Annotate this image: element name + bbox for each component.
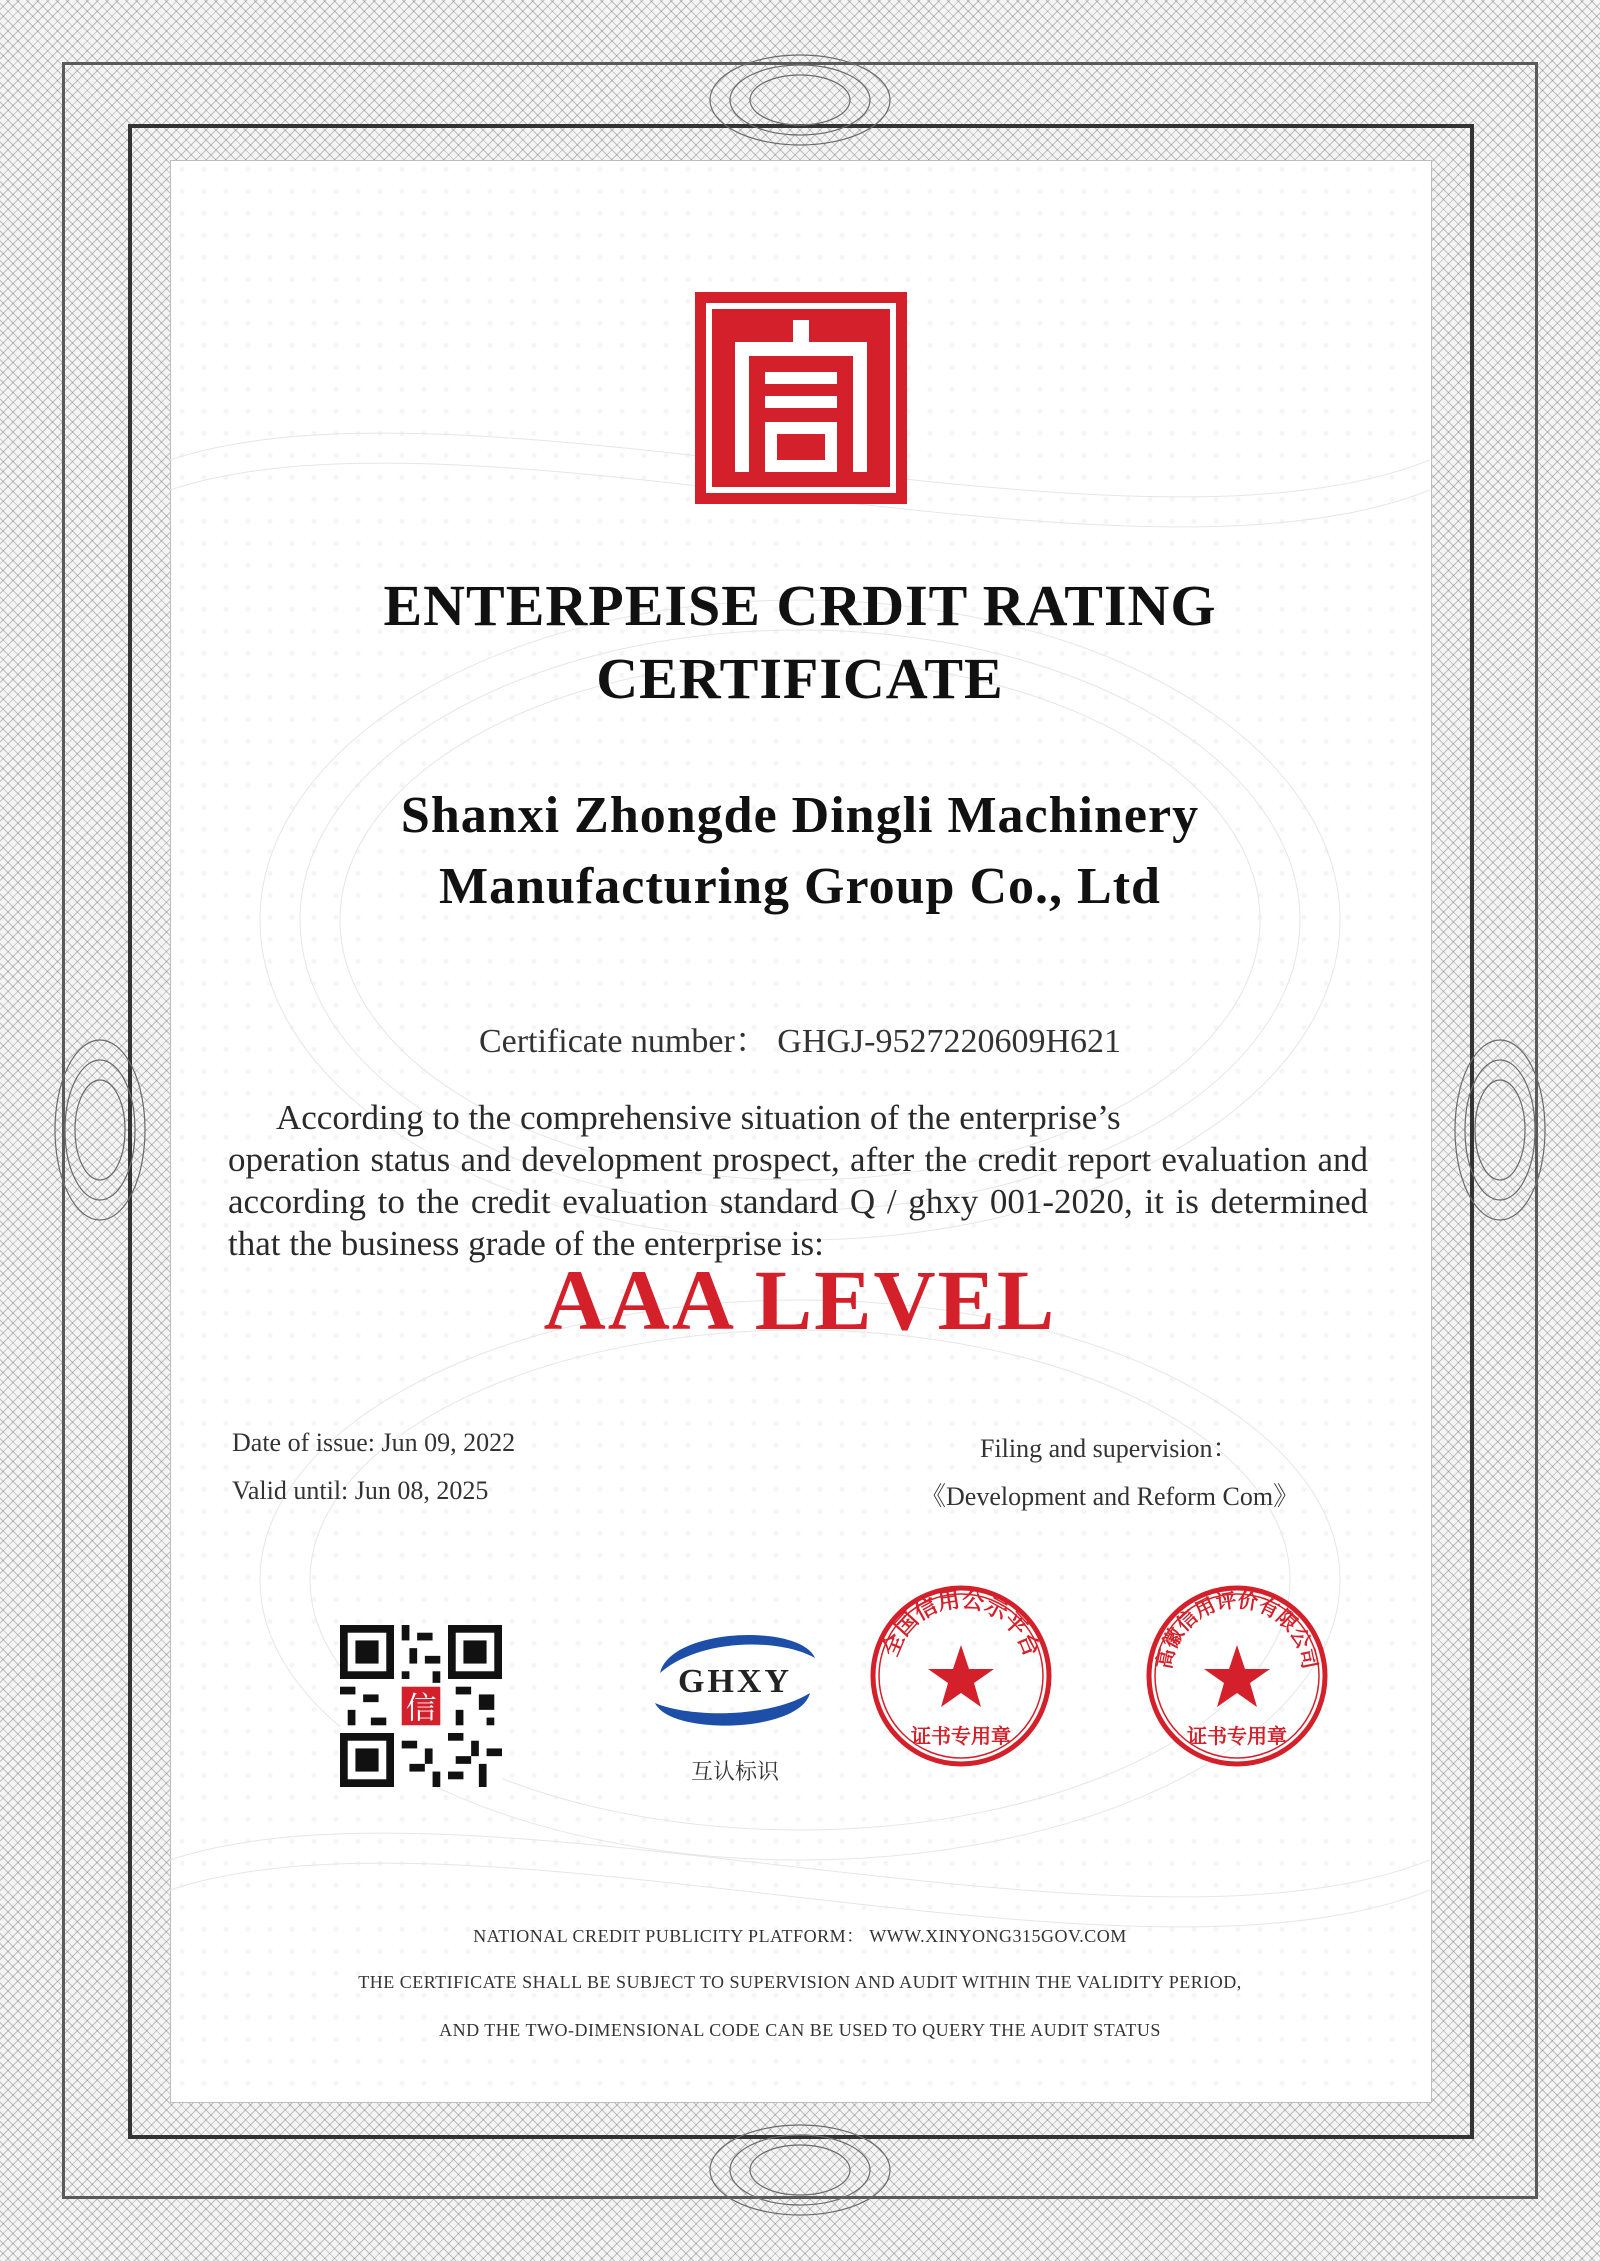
- top-rosette-ornament: [700, 30, 900, 150]
- footer-qr-audit-note: AND THE TWO-DIMENSIONAL CODE CAN BE USED TO QUERY THE AUDIT STATUS: [439, 2020, 1161, 2040]
- national-credit-platform-stamp: [868, 1583, 1054, 1769]
- footer-supervision-note: THE CERTIFICATE SHALL BE SUBJECT TO SUPERVISION AND AUDIT WITHIN THE VALIDITY PERIOD,: [358, 1972, 1242, 1992]
- evaluation-statement: [228, 1097, 1368, 1265]
- credit-level: AAA LEVEL: [543, 1252, 1057, 1348]
- stamp2-bottom-text: 证书专用章: [1187, 1724, 1287, 1748]
- valid-until: Valid until: Jun 08, 2025: [232, 1476, 489, 1505]
- date-of-issue: Date of issue: Jun 09, 2022: [232, 1428, 516, 1457]
- filing-value: 《Development and Reform Com》: [920, 1482, 1300, 1511]
- stamp1-bottom-text: 证书专用章: [911, 1724, 1011, 1748]
- company-name-line1: Shanxi Zhongde Dingli Machinery: [400, 787, 1200, 844]
- footer-platform-url: NATIONAL CREDIT PUBLICITY PLATFORM： WWW.XINYONG315GOV.COM: [473, 1926, 1127, 1946]
- right-rosette-ornament: [1450, 1030, 1570, 1230]
- certificate-title-line2: CERTIFICATE: [596, 646, 1004, 711]
- certificate-number: Certificate number： GHGJ-9527220609H621: [478, 1023, 1122, 1060]
- qr-center-glyph: 信: [405, 1690, 437, 1727]
- credit-seal-logo: [695, 292, 907, 504]
- left-rosette-ornament: [30, 1030, 150, 1230]
- ghxy-mutual-recognition-logo: [640, 1618, 830, 1738]
- stamp2-arc-text: 高徽信用评价有限公司: [1151, 1587, 1323, 1671]
- stamp1-arc-text: 全国信用公示平台: [878, 1587, 1044, 1661]
- filing-label: Filing and supervision：: [980, 1434, 1239, 1463]
- bottom-rosette-ornament: [700, 2120, 900, 2240]
- evaluation-statement-line1: According to the comprehensive situation of the enterprise’s: [276, 1098, 1121, 1137]
- ghxy-logo-text: GHXY: [678, 1663, 792, 1700]
- credit-evaluation-company-stamp: [1144, 1583, 1330, 1769]
- verification-qr-code[interactable]: [340, 1625, 502, 1787]
- evaluation-statement-rest: operation status and development prospect, after the credit report evaluation and according to the credit evaluation standard Q / ghxy 001-2020, it is determined that the business grade of the enterprise is:: [228, 1140, 1368, 1263]
- certificate-title-line1: ENTERPEISE CRDIT RATING: [383, 573, 1217, 638]
- company-name-line2: Manufacturing Group Co., Ltd: [439, 858, 1161, 915]
- ghxy-logo-caption: 互认标识: [690, 1760, 779, 1785]
